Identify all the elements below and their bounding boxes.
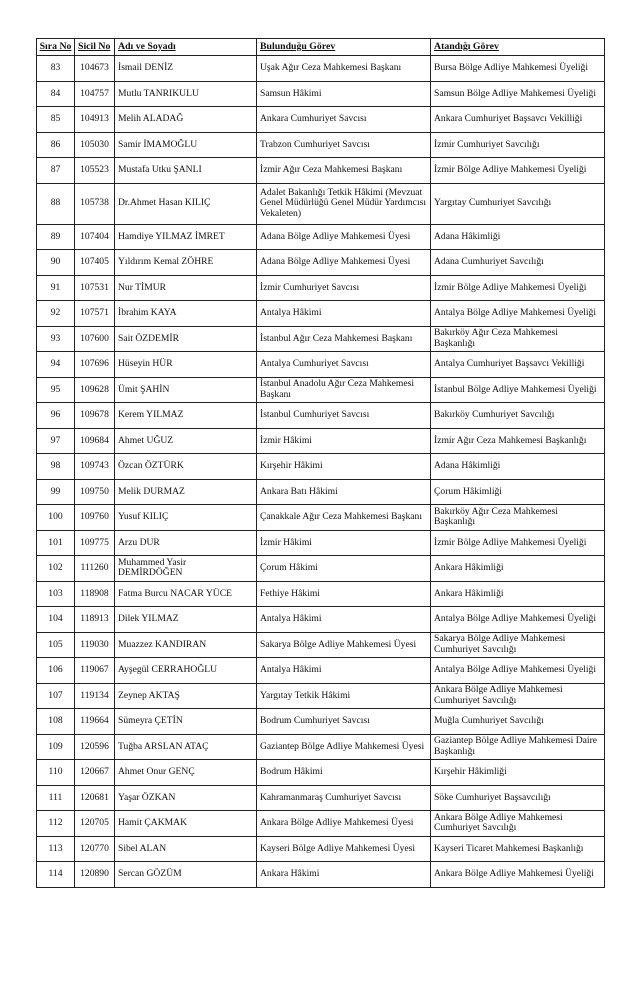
row-name: Yıldırım Kemal ZÖHRE bbox=[115, 250, 257, 276]
row-current-position: Çorum Hâkimi bbox=[257, 556, 431, 582]
row-current-position: Adana Bölge Adliye Mahkemesi Üyesi bbox=[257, 224, 431, 250]
row-sira-no: 89 bbox=[37, 224, 75, 250]
row-current-position: İstanbul Cumhuriyet Savcısı bbox=[257, 403, 431, 429]
row-assigned-position: İstanbul Bölge Adliye Mahkemesi Üyeliği bbox=[431, 377, 605, 403]
row-assigned-position: Ankara Hâkimliği bbox=[431, 556, 605, 582]
table-row bbox=[37, 479, 605, 505]
table-row bbox=[37, 709, 605, 735]
row-sicil-no: 111260 bbox=[75, 556, 115, 582]
row-sicil-no: 107696 bbox=[75, 352, 115, 378]
row-sicil-no: 107405 bbox=[75, 250, 115, 276]
row-current-position: Gaziantep Bölge Adliye Mahkemesi Üyesi bbox=[257, 734, 431, 760]
table-header-row bbox=[37, 39, 605, 56]
row-sicil-no: 105030 bbox=[75, 132, 115, 158]
row-name: Mustafa Utku ŞANLI bbox=[115, 158, 257, 184]
row-name: Hamdiye YILMAZ İMRET bbox=[115, 224, 257, 250]
row-sira-no: 97 bbox=[37, 428, 75, 454]
row-assigned-position: Ankara Bölge Adliye Mahkemesi Cumhuriyet Savcılığı bbox=[431, 811, 605, 837]
row-sicil-no: 120667 bbox=[75, 760, 115, 786]
row-name: Ümit ŞAHİN bbox=[115, 377, 257, 403]
row-sira-no: 107 bbox=[37, 683, 75, 709]
row-current-position: İstanbul Ağır Ceza Mahkemesi Başkanı bbox=[257, 326, 431, 352]
table-row bbox=[37, 250, 605, 276]
table-row bbox=[37, 56, 605, 82]
row-sicil-no: 109678 bbox=[75, 403, 115, 429]
row-name: Melih ALADAĞ bbox=[115, 107, 257, 133]
row-name: Zeynep AKTAŞ bbox=[115, 683, 257, 709]
row-current-position: Bodrum Hâkimi bbox=[257, 760, 431, 786]
row-current-position: Fethiye Hâkimi bbox=[257, 581, 431, 607]
row-sicil-no: 104757 bbox=[75, 81, 115, 107]
row-sicil-no: 120705 bbox=[75, 811, 115, 837]
row-assigned-position: Yargıtay Cumhuriyet Savcılığı bbox=[431, 183, 605, 224]
row-assigned-position: Kırşehir Hâkimliği bbox=[431, 760, 605, 786]
header-sicil-no: Sicil No bbox=[75, 39, 115, 56]
row-current-position: Kayseri Bölge Adliye Mahkemesi Üyesi bbox=[257, 836, 431, 862]
row-assigned-position: Adana Hâkimliği bbox=[431, 454, 605, 480]
row-sira-no: 111 bbox=[37, 785, 75, 811]
row-name: Hüseyin HÜR bbox=[115, 352, 257, 378]
row-assigned-position: Muğla Cumhuriyet Savcılığı bbox=[431, 709, 605, 735]
row-assigned-position: İzmir Ağır Ceza Mahkemesi Başkanlığı bbox=[431, 428, 605, 454]
row-sira-no: 112 bbox=[37, 811, 75, 837]
row-sicil-no: 118908 bbox=[75, 581, 115, 607]
row-sira-no: 87 bbox=[37, 158, 75, 184]
row-sicil-no: 107571 bbox=[75, 301, 115, 327]
row-sicil-no: 119067 bbox=[75, 658, 115, 684]
row-sicil-no: 109760 bbox=[75, 505, 115, 531]
table-row bbox=[37, 275, 605, 301]
table-row bbox=[37, 734, 605, 760]
table-row bbox=[37, 785, 605, 811]
row-sira-no: 109 bbox=[37, 734, 75, 760]
row-assigned-position: Samsun Bölge Adliye Mahkemesi Üyeliği bbox=[431, 81, 605, 107]
table-row bbox=[37, 658, 605, 684]
row-sicil-no: 104673 bbox=[75, 56, 115, 82]
row-sicil-no: 119134 bbox=[75, 683, 115, 709]
row-current-position: Antalya Hâkimi bbox=[257, 301, 431, 327]
header-sira-no: Sıra No bbox=[37, 39, 75, 56]
table-row bbox=[37, 683, 605, 709]
row-sira-no: 85 bbox=[37, 107, 75, 133]
row-current-position: Adalet Bakanlığı Tetkik Hâkimi (Mevzuat Genel Müdürlüğü Genel Müdür Yardımcısı Vekaleten) bbox=[257, 183, 431, 224]
row-name: Hamit ÇAKMAK bbox=[115, 811, 257, 837]
row-current-position: Ankara Bölge Adliye Mahkemesi Üyesi bbox=[257, 811, 431, 837]
row-current-position: İzmir Cumhuriyet Savcısı bbox=[257, 275, 431, 301]
row-name: Sait ÖZDEMİR bbox=[115, 326, 257, 352]
row-current-position: Kahramanmaraş Cumhuriyet Savcısı bbox=[257, 785, 431, 811]
table-row bbox=[37, 836, 605, 862]
row-sicil-no: 119664 bbox=[75, 709, 115, 735]
row-current-position: Ankara Hâkimi bbox=[257, 862, 431, 888]
row-current-position: Kırşehir Hâkimi bbox=[257, 454, 431, 480]
table-row bbox=[37, 607, 605, 633]
row-assigned-position: Kayseri Ticaret Mahkemesi Başkanlığı bbox=[431, 836, 605, 862]
row-assigned-position: Ankara Bölge Adliye Mahkemesi Üyeliği bbox=[431, 862, 605, 888]
row-sicil-no: 104913 bbox=[75, 107, 115, 133]
row-assigned-position: Bakırköy Ağır Ceza Mahkemesi Başkanlığı bbox=[431, 505, 605, 531]
row-name: Arzu DUR bbox=[115, 530, 257, 556]
row-assigned-position: Adana Hâkimliği bbox=[431, 224, 605, 250]
row-name: Sümeyra ÇETİN bbox=[115, 709, 257, 735]
row-assigned-position: Ankara Bölge Adliye Mahkemesi Cumhuriyet Savcılığı bbox=[431, 683, 605, 709]
table-row bbox=[37, 158, 605, 184]
row-sicil-no: 109750 bbox=[75, 479, 115, 505]
row-assigned-position: İzmir Cumhuriyet Savcılığı bbox=[431, 132, 605, 158]
table-row bbox=[37, 224, 605, 250]
row-current-position: Ankara Batı Hâkimi bbox=[257, 479, 431, 505]
row-sicil-no: 109684 bbox=[75, 428, 115, 454]
table-row bbox=[37, 326, 605, 352]
row-sira-no: 88 bbox=[37, 183, 75, 224]
row-current-position: Uşak Ağır Ceza Mahkemesi Başkanı bbox=[257, 56, 431, 82]
table-row bbox=[37, 530, 605, 556]
table-row bbox=[37, 81, 605, 107]
table-row bbox=[37, 377, 605, 403]
row-assigned-position: Antalya Bölge Adliye Mahkemesi Üyeliği bbox=[431, 658, 605, 684]
table-row bbox=[37, 352, 605, 378]
row-sira-no: 102 bbox=[37, 556, 75, 582]
row-sira-no: 90 bbox=[37, 250, 75, 276]
appointments-table bbox=[36, 38, 605, 888]
row-sira-no: 114 bbox=[37, 862, 75, 888]
row-current-position: İzmir Hâkimi bbox=[257, 428, 431, 454]
row-assigned-position: Ankara Hâkimliği bbox=[431, 581, 605, 607]
row-sira-no: 99 bbox=[37, 479, 75, 505]
row-sira-no: 108 bbox=[37, 709, 75, 735]
row-assigned-position: Gaziantep Bölge Adliye Mahkemesi Daire Başkanlığı bbox=[431, 734, 605, 760]
table-row bbox=[37, 862, 605, 888]
row-sira-no: 94 bbox=[37, 352, 75, 378]
row-name: Yusuf KILIÇ bbox=[115, 505, 257, 531]
table-row bbox=[37, 183, 605, 224]
row-assigned-position: İzmir Bölge Adliye Mahkemesi Üyeliği bbox=[431, 275, 605, 301]
row-sira-no: 83 bbox=[37, 56, 75, 82]
table-row bbox=[37, 811, 605, 837]
row-assigned-position: Adana Cumhuriyet Savcılığı bbox=[431, 250, 605, 276]
row-current-position: Antalya Hâkimi bbox=[257, 658, 431, 684]
row-name: Muhammed Yasir DEMİRDÖĞEN bbox=[115, 556, 257, 582]
table-row bbox=[37, 428, 605, 454]
row-current-position: Trabzon Cumhuriyet Savcısı bbox=[257, 132, 431, 158]
row-sicil-no: 120770 bbox=[75, 836, 115, 862]
row-sira-no: 96 bbox=[37, 403, 75, 429]
row-current-position: Yargıtay Tetkik Hâkimi bbox=[257, 683, 431, 709]
table-row bbox=[37, 632, 605, 658]
row-assigned-position: Antalya Bölge Adliye Mahkemesi Üyeliği bbox=[431, 301, 605, 327]
row-current-position: Samsun Hâkimi bbox=[257, 81, 431, 107]
row-current-position: Antalya Hâkimi bbox=[257, 607, 431, 633]
row-name: Fatma Burcu NACAR YÜCE bbox=[115, 581, 257, 607]
table-row bbox=[37, 403, 605, 429]
row-name: Samir İMAMOĞLU bbox=[115, 132, 257, 158]
row-name: Muazzez KANDIRAN bbox=[115, 632, 257, 658]
row-name: Kerem YILMAZ bbox=[115, 403, 257, 429]
row-assigned-position: Sakarya Bölge Adliye Mahkemesi Cumhuriyet Savcılığı bbox=[431, 632, 605, 658]
row-sira-no: 98 bbox=[37, 454, 75, 480]
row-name: Yaşar ÖZKAN bbox=[115, 785, 257, 811]
row-name: İsmail DENİZ bbox=[115, 56, 257, 82]
table-row bbox=[37, 760, 605, 786]
row-sicil-no: 109743 bbox=[75, 454, 115, 480]
row-assigned-position: İzmir Bölge Adliye Mahkemesi Üyeliği bbox=[431, 530, 605, 556]
row-sicil-no: 109628 bbox=[75, 377, 115, 403]
row-current-position: İzmir Hâkimi bbox=[257, 530, 431, 556]
row-name: Özcan ÖZTÜRK bbox=[115, 454, 257, 480]
row-sira-no: 92 bbox=[37, 301, 75, 327]
table-row bbox=[37, 301, 605, 327]
row-sira-no: 93 bbox=[37, 326, 75, 352]
row-sira-no: 100 bbox=[37, 505, 75, 531]
row-name: Ahmet Onur GENÇ bbox=[115, 760, 257, 786]
row-name: Nur TİMUR bbox=[115, 275, 257, 301]
table-row bbox=[37, 505, 605, 531]
row-sira-no: 91 bbox=[37, 275, 75, 301]
row-sicil-no: 120596 bbox=[75, 734, 115, 760]
row-assigned-position: Antalya Bölge Adliye Mahkemesi Üyeliği bbox=[431, 607, 605, 633]
row-assigned-position: İzmir Bölge Adliye Mahkemesi Üyeliği bbox=[431, 158, 605, 184]
row-current-position: İstanbul Anadolu Ağır Ceza Mahkemesi Başkanı bbox=[257, 377, 431, 403]
row-assigned-position: Çorum Hâkimliği bbox=[431, 479, 605, 505]
row-sicil-no: 120681 bbox=[75, 785, 115, 811]
row-sira-no: 105 bbox=[37, 632, 75, 658]
row-name: İbrahim KAYA bbox=[115, 301, 257, 327]
row-sicil-no: 107600 bbox=[75, 326, 115, 352]
row-assigned-position: Bakırköy Cumhuriyet Savcılığı bbox=[431, 403, 605, 429]
row-assigned-position: Bakırköy Ağır Ceza Mahkemesi Başkanlığı bbox=[431, 326, 605, 352]
row-current-position: İzmir Ağır Ceza Mahkemesi Başkanı bbox=[257, 158, 431, 184]
row-sira-no: 86 bbox=[37, 132, 75, 158]
row-current-position: Çanakkale Ağır Ceza Mahkemesi Başkanı bbox=[257, 505, 431, 531]
table-row bbox=[37, 107, 605, 133]
table-row bbox=[37, 132, 605, 158]
row-current-position: Sakarya Bölge Adliye Mahkemesi Üyesi bbox=[257, 632, 431, 658]
row-sira-no: 110 bbox=[37, 760, 75, 786]
row-assigned-position: Antalya Cumhuriyet Başsavcı Vekilliği bbox=[431, 352, 605, 378]
row-assigned-position: Söke Cumhuriyet Başsavcılığı bbox=[431, 785, 605, 811]
row-name: Dilek YILMAZ bbox=[115, 607, 257, 633]
row-sira-no: 84 bbox=[37, 81, 75, 107]
row-sira-no: 113 bbox=[37, 836, 75, 862]
row-current-position: Antalya Cumhuriyet Savcısı bbox=[257, 352, 431, 378]
table-row bbox=[37, 581, 605, 607]
row-sicil-no: 109775 bbox=[75, 530, 115, 556]
row-name: Ayşegül CERRAHOĞLU bbox=[115, 658, 257, 684]
row-assigned-position: Ankara Cumhuriyet Başsavcı Vekilliği bbox=[431, 107, 605, 133]
row-name: Sibel ALAN bbox=[115, 836, 257, 862]
row-sira-no: 104 bbox=[37, 607, 75, 633]
table-row bbox=[37, 454, 605, 480]
table-row bbox=[37, 556, 605, 582]
row-name: Melik DURMAZ bbox=[115, 479, 257, 505]
row-sira-no: 103 bbox=[37, 581, 75, 607]
row-current-position: Ankara Cumhuriyet Savcısı bbox=[257, 107, 431, 133]
row-name: Mutlu TANRIKULU bbox=[115, 81, 257, 107]
row-sicil-no: 105523 bbox=[75, 158, 115, 184]
row-sicil-no: 105738 bbox=[75, 183, 115, 224]
row-name: Tuğba ARSLAN ATAÇ bbox=[115, 734, 257, 760]
row-name: Sercan GÖZÜM bbox=[115, 862, 257, 888]
row-sicil-no: 118913 bbox=[75, 607, 115, 633]
row-assigned-position: Bursa Bölge Adliye Mahkemesi Üyeliği bbox=[431, 56, 605, 82]
row-sira-no: 95 bbox=[37, 377, 75, 403]
row-sicil-no: 107404 bbox=[75, 224, 115, 250]
row-sicil-no: 119030 bbox=[75, 632, 115, 658]
row-sira-no: 101 bbox=[37, 530, 75, 556]
row-sicil-no: 107531 bbox=[75, 275, 115, 301]
row-name: Ahmet UĞUZ bbox=[115, 428, 257, 454]
header-adi-soyadi: Adı ve Soyadı bbox=[115, 39, 257, 56]
header-bulundugu-gorev: Bulunduğu Görev bbox=[257, 39, 431, 56]
row-sicil-no: 120890 bbox=[75, 862, 115, 888]
row-sira-no: 106 bbox=[37, 658, 75, 684]
header-atandigi-gorev: Atandığı Görev bbox=[431, 39, 605, 56]
row-current-position: Bodrum Cumhuriyet Savcısı bbox=[257, 709, 431, 735]
row-name: Dr.Ahmet Hasan KILIÇ bbox=[115, 183, 257, 224]
row-current-position: Adana Bölge Adliye Mahkemesi Üyesi bbox=[257, 250, 431, 276]
